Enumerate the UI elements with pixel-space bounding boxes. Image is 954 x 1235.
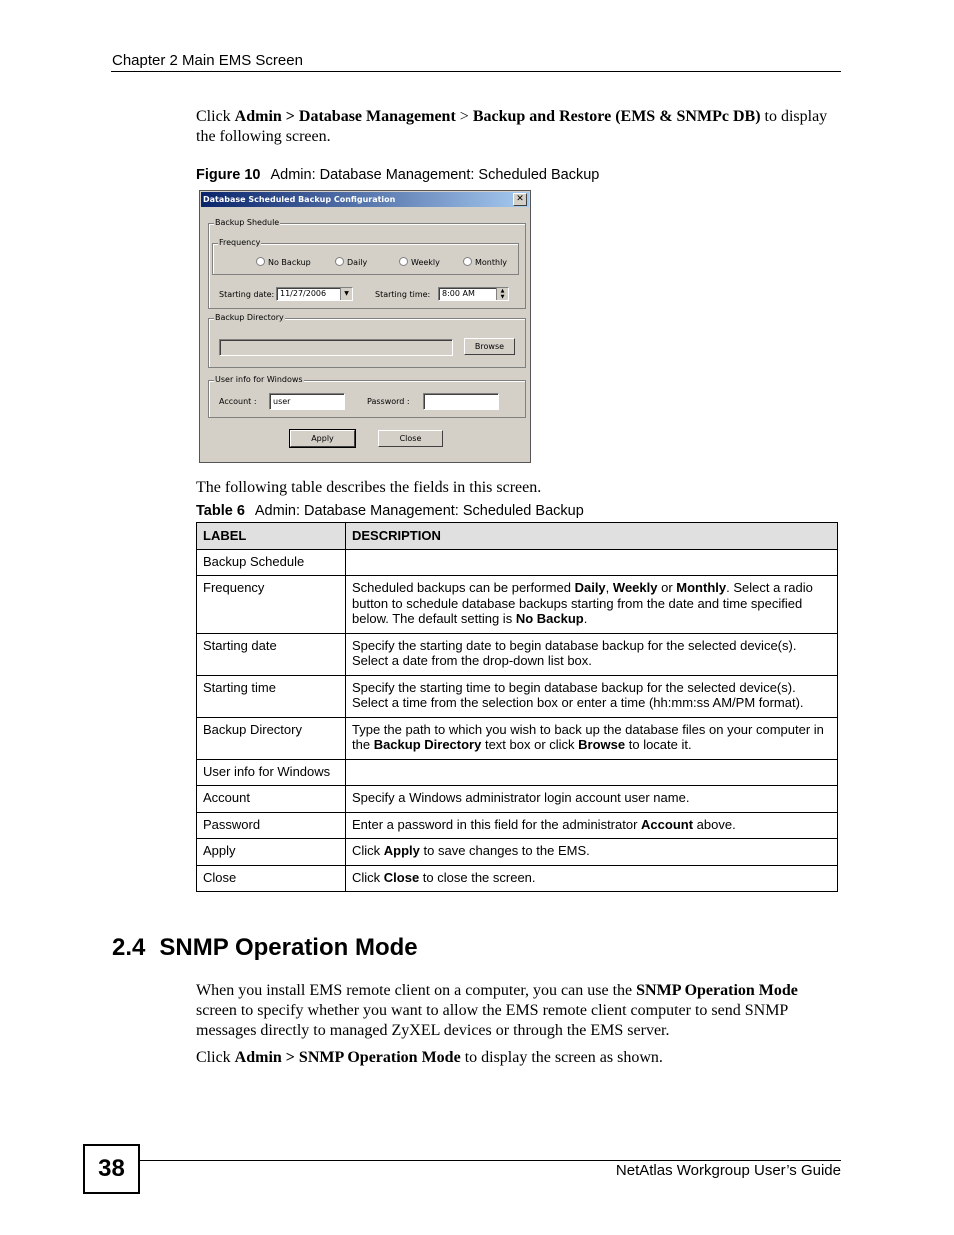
dialog-title: Database Scheduled Backup Configuration [203, 195, 396, 204]
radio-daily[interactable] [335, 257, 367, 267]
table-header-row [197, 523, 838, 550]
radio-icon [463, 257, 472, 266]
description-segment: Weekly [612, 580, 658, 595]
table-row [197, 839, 838, 866]
close-icon[interactable]: ✕ [513, 193, 527, 206]
intro-path2: Backup and Restore (EMS & SNMPc DB) [472, 108, 761, 125]
description-segment: Scheduled backups can be performed [352, 580, 575, 595]
table-row [197, 865, 838, 892]
user-info-legend: User info for Windows [215, 375, 303, 384]
radio-label: Daily [347, 258, 368, 267]
p2-text-c: to display the screen as shown. [460, 1049, 663, 1066]
backup-config-dialog [199, 190, 531, 463]
section-title: SNMP Operation Mode [159, 934, 418, 961]
row-label: Close [197, 865, 346, 892]
intro-paragraph [196, 107, 836, 147]
description-segment: Type the path to which you wish to back up the database files on your computer in the [352, 721, 824, 752]
description-segment: Specify the starting time to begin database backup for the selected device(s). Select a time from the selection box or enter a time (hh:mm:ss AM/PM format). [352, 679, 804, 710]
intro-rest: to display the following screen. [196, 108, 828, 145]
description-segment: Account [641, 816, 694, 832]
p2-text-b: Admin > SNMP Operation Mode [234, 1049, 461, 1066]
row-description [346, 759, 838, 786]
header-label: LABEL [197, 523, 346, 550]
p1-text-c: screen to specify whether you want to allow the EMS remote client computer to send SNMP messages directly to managed ZyXEL devices or through the EMS server. [196, 1002, 788, 1039]
description-segment: Backup Directory [373, 737, 482, 752]
radio-weekly[interactable] [399, 257, 440, 267]
backup-directory-input[interactable] [219, 339, 453, 356]
row-label: User info for Windows [197, 759, 346, 786]
description-segment: Click [352, 869, 384, 885]
header-description: DESCRIPTION [346, 523, 838, 550]
row-label: Starting time [197, 675, 346, 717]
user-info-group [208, 375, 526, 418]
description-segment: . Select a radio button to schedule database backups starting from the date and time specified below. The default setting is [352, 580, 813, 626]
radio-label: No Backup [268, 258, 311, 267]
backup-directory-legend: Backup Directory [215, 313, 284, 322]
description-segment: Apply [383, 843, 420, 858]
starting-date-value: 11/27/2006 [280, 289, 327, 298]
section-paragraph-2 [196, 1048, 663, 1068]
dialog-title-bar [201, 192, 529, 207]
page-number: 38 [83, 1144, 140, 1194]
row-label: Account [197, 786, 346, 813]
p2-text-a: Click [196, 1049, 235, 1066]
row-description [346, 549, 838, 576]
backup-schedule-group [208, 218, 526, 309]
p1-text-b: SNMP Operation Mode [636, 982, 798, 999]
description-segment: . [583, 611, 588, 626]
table-intro: The following table describes the fields in this screen. [196, 479, 542, 496]
intro-path1: Admin > Database Management [234, 108, 456, 125]
description-segment: Close [383, 869, 420, 885]
password-field[interactable] [423, 393, 499, 410]
starting-date-label: Starting date: [219, 290, 275, 299]
row-description [346, 786, 838, 813]
row-label: Frequency [197, 576, 346, 634]
description-segment: Monthly [676, 580, 727, 595]
row-label: Password [197, 812, 346, 839]
footer-guide-title: NetAtlas Workgroup User’s Guide [615, 1162, 841, 1179]
description-segment: to locate it. [625, 737, 692, 752]
table-row [197, 717, 838, 759]
row-label: Backup Directory [197, 717, 346, 759]
description-segment: Specify the starting date to begin database backup for the selected device(s). Select a date from the drop-down list box. [352, 637, 797, 668]
description-segment: to save changes to the EMS. [419, 843, 590, 858]
description-segment: Daily [574, 580, 606, 595]
password-label: Password : [367, 397, 410, 406]
section-number: 2.4 [112, 934, 146, 961]
row-description [346, 576, 838, 634]
radio-monthly[interactable] [463, 257, 507, 267]
account-value: user [273, 397, 291, 406]
radio-label: Monthly [475, 258, 508, 267]
table-caption [196, 503, 584, 519]
table-row [197, 675, 838, 717]
row-description [346, 717, 838, 759]
starting-time-spinner[interactable] [438, 287, 509, 301]
description-segment: to close the screen. [419, 869, 536, 885]
chevron-down-icon[interactable]: ▼ [340, 288, 352, 300]
frequency-group [212, 238, 519, 275]
section-paragraph-1 [196, 981, 841, 1041]
radio-icon [256, 257, 265, 266]
figure-label: Figure 10 [196, 167, 261, 183]
fields-table [196, 522, 838, 892]
description-segment: or [657, 580, 677, 595]
intro-sep: > [455, 108, 473, 125]
section-heading [112, 934, 418, 962]
table-row [197, 786, 838, 813]
starting-time-value: 8:00 AM [442, 289, 475, 298]
frequency-legend: Frequency [219, 238, 261, 247]
apply-button[interactable]: Apply [290, 430, 355, 447]
backup-directory-group [208, 313, 526, 368]
intro-click: Click [196, 108, 235, 125]
spinner-arrows-icon[interactable]: ▲ ▼ [496, 288, 508, 300]
row-label: Backup Schedule [197, 549, 346, 576]
row-description [346, 675, 838, 717]
row-description [346, 633, 838, 675]
radio-label: Weekly [411, 258, 440, 267]
row-description [346, 865, 838, 892]
table-row [197, 633, 838, 675]
p1-text-a: When you install EMS remote client on a computer, you can use the [196, 982, 637, 999]
description-segment: Click [352, 843, 384, 858]
table-row [197, 812, 838, 839]
description-segment: No Backup [515, 611, 584, 626]
description-segment: above. [693, 816, 736, 832]
browse-button[interactable]: Browse [464, 338, 515, 355]
table-row [197, 576, 838, 634]
table-label: Table 6 [196, 503, 245, 519]
starting-date-dropdown[interactable] [276, 287, 353, 301]
table-row [197, 759, 838, 786]
radio-icon [399, 257, 408, 266]
description-segment: Specify a Windows administrator login account user name. [352, 790, 690, 805]
table-row [197, 549, 838, 576]
starting-time-label: Starting time: [375, 290, 431, 299]
radio-no-backup[interactable] [256, 257, 311, 267]
header-rule [111, 71, 841, 72]
row-label: Apply [197, 839, 346, 866]
backup-schedule-legend: Backup Shedule [215, 218, 280, 227]
description-segment: , [605, 580, 613, 595]
description-segment: text box or click [481, 737, 579, 752]
radio-icon [335, 257, 344, 266]
figure-title: Admin: Database Management: Scheduled Backup [270, 167, 600, 183]
running-header: Chapter 2 Main EMS Screen [112, 52, 303, 69]
footer-rule [140, 1160, 841, 1161]
figure-caption [196, 167, 599, 183]
account-label: Account : [219, 397, 257, 406]
row-description [346, 839, 838, 866]
close-button[interactable]: Close [378, 430, 443, 447]
description-segment: Browse [578, 737, 626, 752]
description-segment: Enter a password in this field for the administrator [352, 816, 642, 832]
row-label: Starting date [197, 633, 346, 675]
table-title: Admin: Database Management: Scheduled Backup [254, 503, 584, 519]
account-field[interactable] [269, 393, 345, 410]
row-description [346, 812, 838, 839]
